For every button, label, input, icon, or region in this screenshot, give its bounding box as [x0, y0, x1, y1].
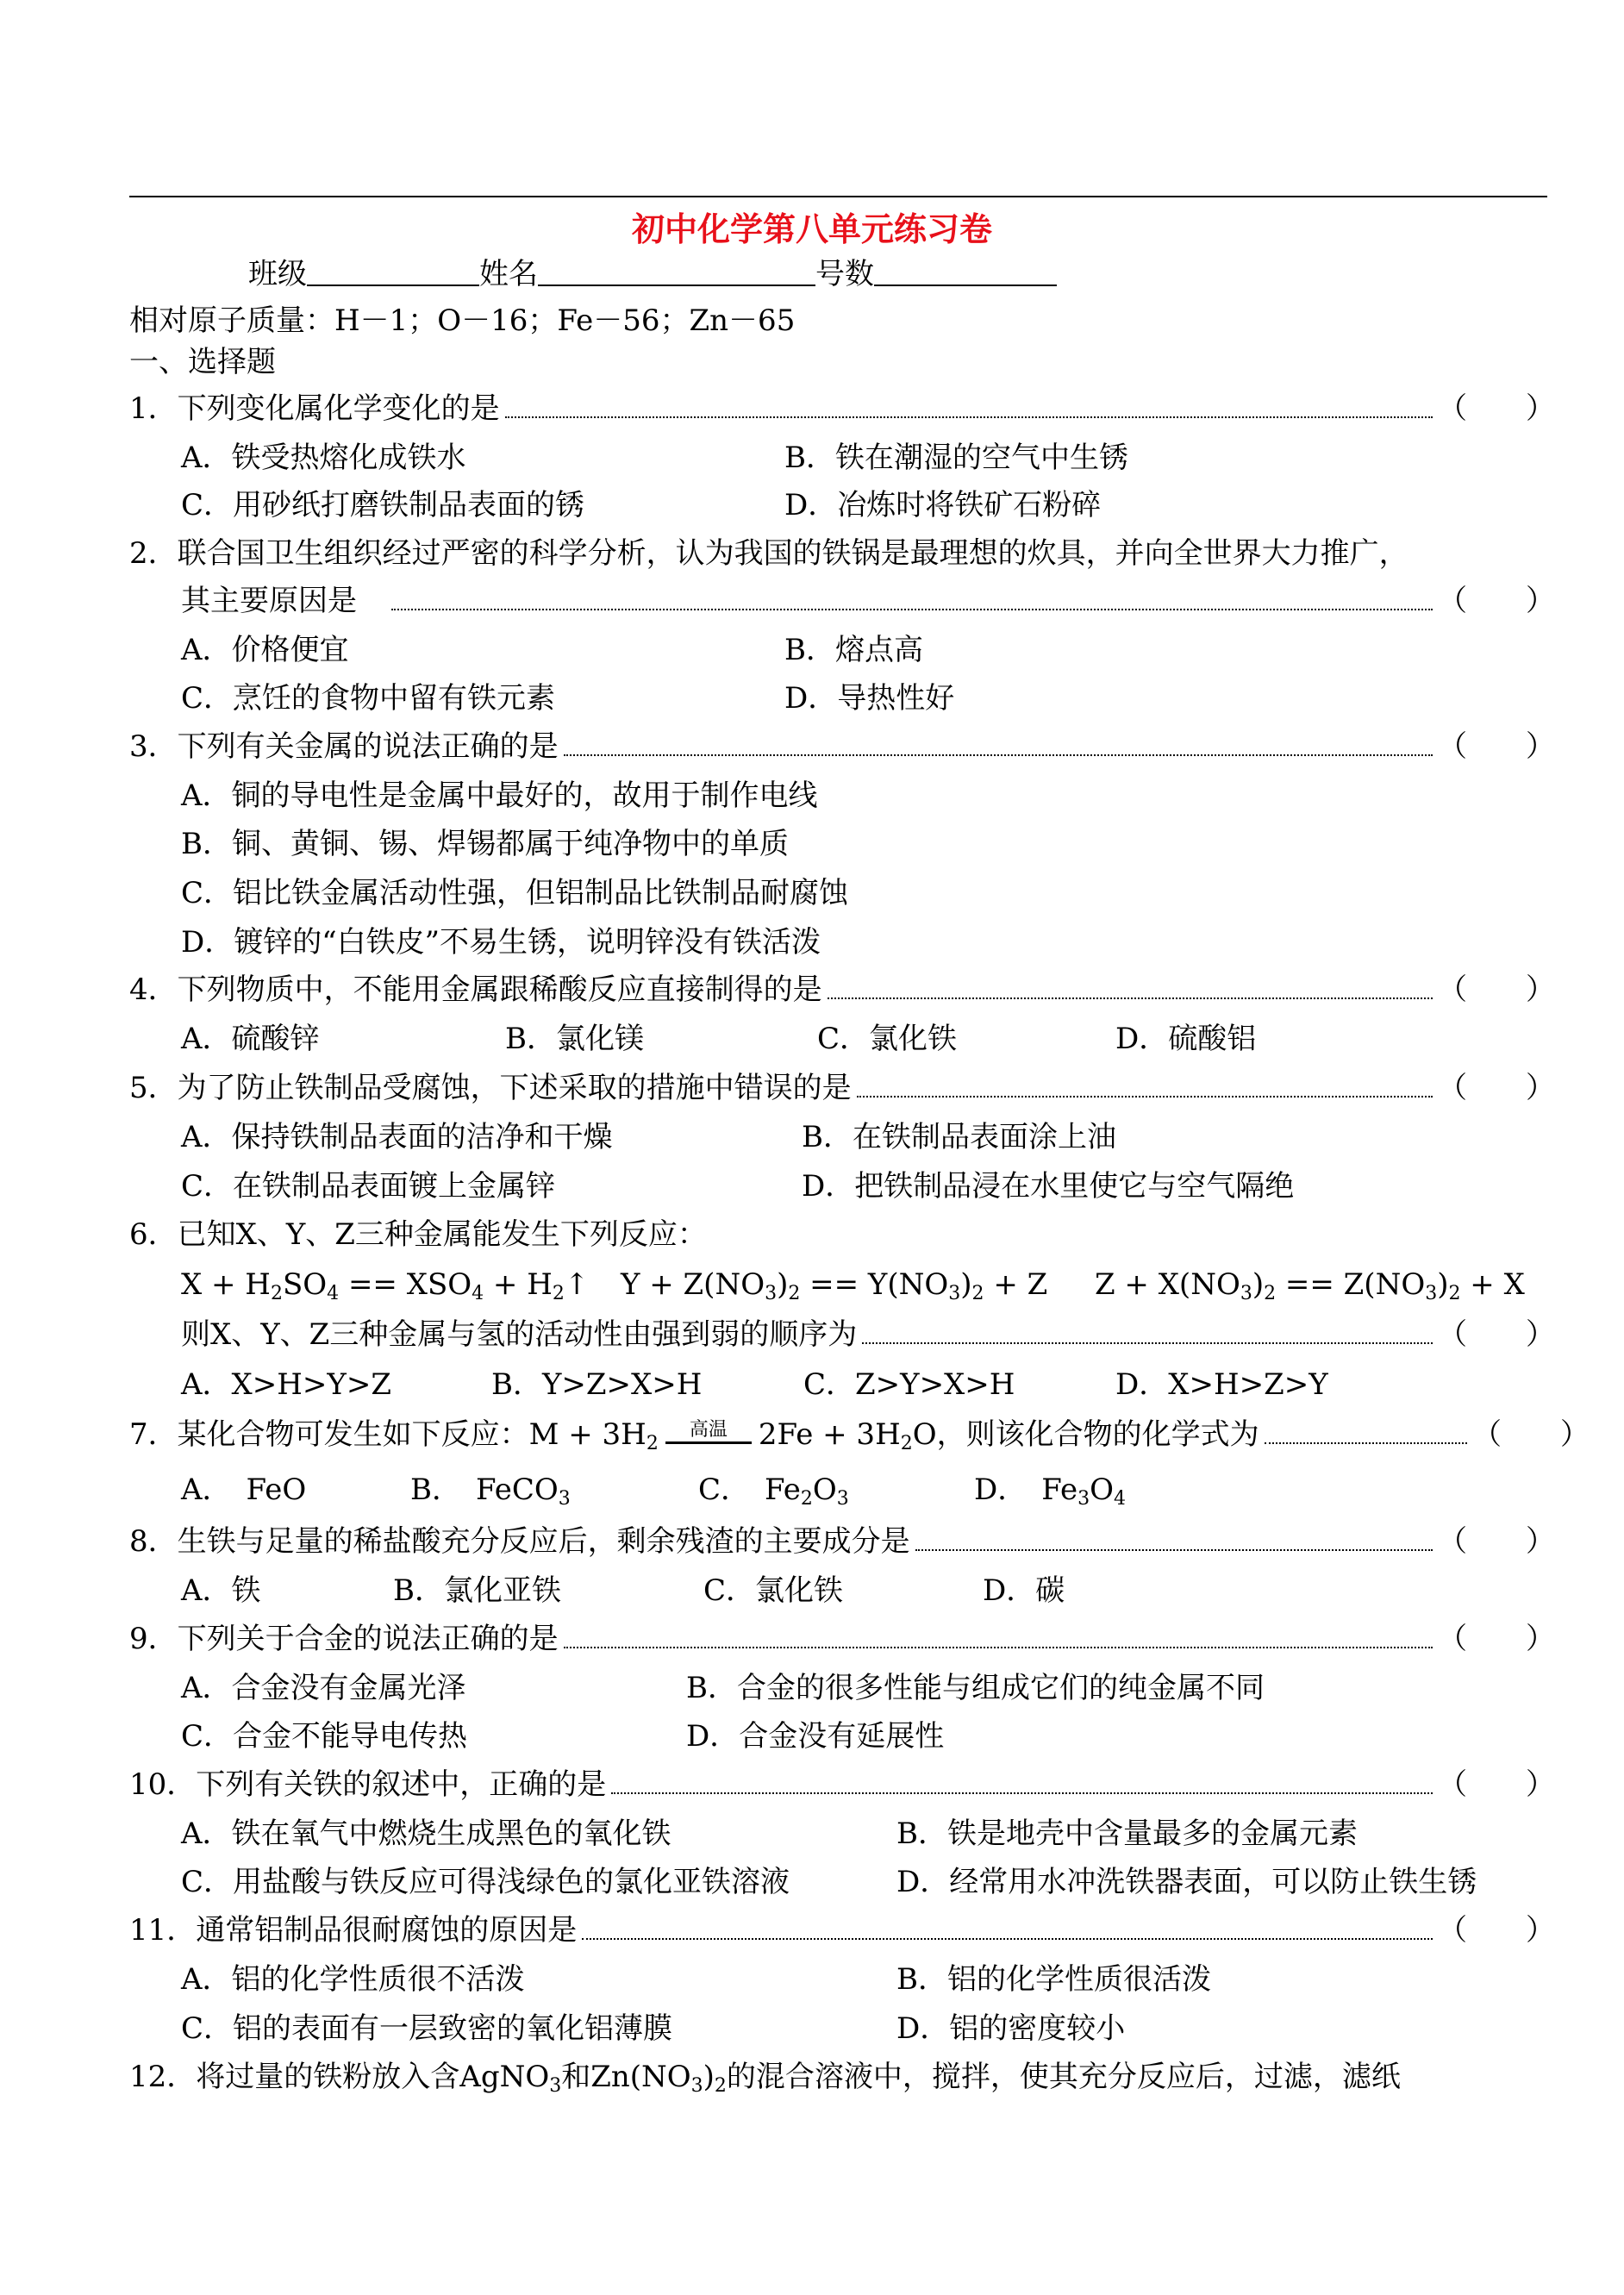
name-label: 姓名	[479, 257, 538, 291]
question-8	[129, 1517, 1555, 1566]
section-heading: 一、选择题	[129, 345, 276, 379]
option-c[interactable]: C．在铁制品表面镀上金属锌	[181, 1169, 556, 1204]
option-a[interactable]: A．铜的导电性是金属中最好的，故用于制作电线	[181, 779, 818, 813]
reaction-condition: 高温	[665, 1421, 752, 1444]
question-stem: 其主要原因是	[181, 584, 357, 618]
option-a[interactable]: A． FeO	[181, 1473, 307, 1507]
option-a[interactable]: A．铁在氧气中燃烧生成黑色的氧化铁	[181, 1817, 671, 1851]
dotted-leader	[1265, 1442, 1467, 1444]
question-stem: 4．下列物质中，不能用金属跟稀酸反应直接制得的是	[129, 972, 822, 1007]
question-stem: 3．下列有关金属的说法正确的是	[129, 729, 559, 764]
option-b[interactable]: B．熔点高	[784, 633, 923, 667]
option-b[interactable]: B．在铁制品表面涂上油	[802, 1120, 1116, 1154]
reaction-equation-3: $Z + X(NO_3)_2 == Z(NO_3)_2 + X$	[1095, 1267, 1525, 1304]
option-c[interactable]: C． $Fe_2O_3$	[698, 1473, 849, 1510]
dotted-leader	[505, 416, 1433, 418]
option-c[interactable]: C．氯化铁	[703, 1573, 844, 1608]
option-d[interactable]: D． $Fe_3O_4$	[974, 1473, 1126, 1510]
option-a[interactable]: A．铁	[181, 1573, 261, 1608]
option-a[interactable]: A．X>H>Y>Z	[181, 1367, 391, 1402]
option-b[interactable]: B．铜、黄铜、锡、焊锡都属于纯净物中的单质	[181, 827, 789, 861]
question-6-stem: 6．已知X、Y、Z三种金属能发生下列反应：	[129, 1217, 707, 1252]
dotted-leader	[862, 1342, 1433, 1344]
class-label: 班级	[248, 257, 307, 291]
option-c[interactable]: C．用盐酸与铁反应可得浅绿色的氯化亚铁溶液	[181, 1865, 790, 1899]
answer-bracket[interactable]: （ ）	[1438, 1317, 1555, 1352]
question-stem: 7．某化合物可发生如下反应：$M + 3H_2$ 高温 $2Fe + 3H_2O$，则该化合物的化学式为	[129, 1417, 1259, 1454]
answer-bracket[interactable]: （ ）	[1438, 1524, 1555, 1559]
atomic-mass-note: 相对原子质量：H－1；O－16；Fe－56；Zn－65	[129, 303, 796, 338]
question-9	[129, 1615, 1555, 1663]
reaction-equation-2: $Y + Z(NO_3)_2 == Y(NO_3)_2 + Z$	[621, 1267, 1048, 1304]
dotted-leader	[857, 1096, 1433, 1097]
class-blank[interactable]	[307, 250, 479, 286]
option-a[interactable]: A．价格便宜	[181, 633, 349, 667]
answer-bracket[interactable]: （ ）	[1438, 1622, 1555, 1656]
dotted-leader	[828, 997, 1433, 999]
answer-bracket[interactable]: （ ）	[1438, 972, 1555, 1007]
option-c[interactable]: C．氯化铁	[817, 1022, 958, 1056]
dotted-leader	[582, 1938, 1433, 1940]
option-b[interactable]: B．铝的化学性质很活泼	[896, 1962, 1211, 1997]
option-a[interactable]: A．铁受热熔化成铁水	[181, 441, 466, 475]
answer-bracket[interactable]: （ ）	[1438, 729, 1555, 764]
option-d[interactable]: D．铝的密度较小	[896, 2011, 1126, 2046]
question-stem: 5．为了防止铁制品受腐蚀，下述采取的措施中错误的是	[129, 1071, 852, 1105]
dotted-leader	[564, 1647, 1433, 1648]
question-1	[129, 385, 1555, 433]
question-stem: 9．下列关于合金的说法正确的是	[129, 1622, 559, 1656]
dotted-leader	[391, 609, 1433, 610]
option-c[interactable]: C．铝的表面有一层致密的氧化铝薄膜	[181, 2011, 673, 2046]
option-d[interactable]: D．镀锌的“白铁皮”不易生锈，说明锌没有铁活泼	[181, 925, 821, 960]
option-a[interactable]: A．铝的化学性质很不活泼	[181, 1962, 525, 1997]
name-blank[interactable]	[538, 250, 815, 286]
question-5	[129, 1064, 1555, 1112]
question-stem: 11．通常铝制品很耐腐蚀的原因是	[129, 1913, 578, 1948]
question-7	[129, 1410, 1590, 1459]
option-c[interactable]: C．烹饪的食物中留有铁元素	[181, 681, 556, 716]
option-c[interactable]: C．Z>Y>X>H	[803, 1367, 1015, 1402]
answer-bracket[interactable]: （ ）	[1438, 1767, 1555, 1802]
question-6	[181, 1310, 1555, 1359]
option-d[interactable]: D．硫酸铝	[1115, 1022, 1257, 1056]
option-b[interactable]: B．氯化亚铁	[393, 1573, 561, 1608]
answer-bracket[interactable]: （ ）	[1472, 1417, 1590, 1452]
option-b[interactable]: B．氯化镁	[505, 1022, 644, 1056]
option-a[interactable]: A．合金没有金属光泽	[181, 1671, 466, 1705]
option-a[interactable]: A．保持铁制品表面的洁净和干燥	[181, 1120, 613, 1154]
answer-bracket[interactable]: （ ）	[1438, 391, 1555, 426]
answer-bracket[interactable]: （ ）	[1438, 1913, 1555, 1948]
question-stem: 10．下列有关铁的叙述中，正确的是	[129, 1767, 607, 1802]
top-rule	[129, 196, 1547, 197]
question-stem: 1．下列变化属化学变化的是	[129, 391, 500, 426]
page-title: 初中化学第八单元练习卷	[631, 209, 992, 248]
reaction-equation-1: $X + H_2SO_4 == XSO_4$ + $H_2↑$	[181, 1267, 590, 1304]
question-3	[129, 722, 1555, 771]
option-d[interactable]: D．冶炼时将铁矿石粉碎	[784, 488, 1102, 522]
question-stem: 8．生铁与足量的稀盐酸充分反应后，剩余残渣的主要成分是	[129, 1524, 910, 1559]
question-2-stem: 2．联合国卫生组织经过严密的科学分析，认为我国的铁锅是最理想的炊具，并向全世界大力推广，	[129, 536, 1409, 571]
number-label: 号数	[815, 257, 874, 291]
option-d[interactable]: D．经常用水冲洗铁器表面，可以防止铁生锈	[896, 1865, 1477, 1899]
option-b[interactable]: B．铁在潮湿的空气中生锈	[784, 441, 1128, 475]
question-stem: 则X、Y、Z三种金属与氢的活动性由强到弱的顺序为	[181, 1317, 858, 1352]
question-12-stem: 12．将过量的铁粉放入含AgNO$_3$和$Zn(NO_3)_2$的混合溶液中，搅拌，使其充分反应后，过滤，滤纸	[129, 2060, 1401, 2097]
option-b[interactable]: B．合金的很多性能与组成它们的纯金属不同	[686, 1671, 1265, 1705]
option-d[interactable]: D．碳	[983, 1573, 1065, 1608]
option-b[interactable]: B． FeCO$_3$	[410, 1473, 571, 1510]
option-d[interactable]: D．把铁制品浸在水里使它与空气隔绝	[802, 1169, 1295, 1204]
option-b[interactable]: B．铁是地壳中含量最多的金属元素	[896, 1817, 1358, 1851]
dotted-leader	[611, 1792, 1433, 1794]
number-blank[interactable]	[874, 250, 1057, 286]
question-10	[129, 1760, 1555, 1809]
option-b[interactable]: B．Y>Z>X>H	[491, 1367, 703, 1402]
option-d[interactable]: D．合金没有延展性	[686, 1719, 945, 1754]
option-c[interactable]: C．用砂纸打磨铁制品表面的锈	[181, 488, 585, 522]
student-info-row	[248, 250, 1057, 298]
answer-bracket[interactable]: （ ）	[1438, 584, 1555, 618]
option-c[interactable]: C．铝比铁金属活动性强，但铝制品比铁制品耐腐蚀	[181, 876, 849, 910]
question-11	[129, 1906, 1555, 1954]
dotted-leader	[564, 754, 1433, 756]
dotted-leader	[915, 1549, 1433, 1551]
option-d[interactable]: D．导热性好	[784, 681, 955, 716]
answer-bracket[interactable]: （ ）	[1438, 1071, 1555, 1105]
question-4	[129, 966, 1555, 1014]
option-a[interactable]: A．硫酸锌	[181, 1022, 320, 1056]
question-2	[181, 577, 1555, 625]
option-c[interactable]: C．合金不能导电传热	[181, 1719, 468, 1754]
option-d[interactable]: D．X>H>Z>Y	[1115, 1367, 1328, 1402]
